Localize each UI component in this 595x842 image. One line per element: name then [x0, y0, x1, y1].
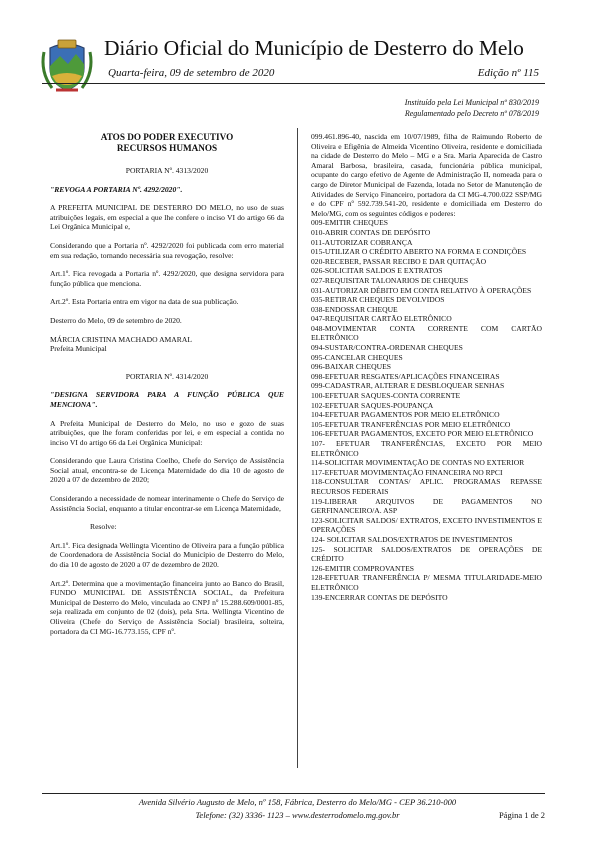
paragraph: Considerando a necessidade de nomear interinamente o Chefe do Serviço de Assistência Social, enquanto a titular encontrar-se em Licença Maternidade,: [50, 494, 284, 513]
permission-code-item: 009-EMITIR CHEQUES: [311, 218, 388, 228]
paragraph: Art.2º. Determina que a movimentação financeira junto ao Banco do Brasil, FUNDO MUNICIPAL DE ASSISTÊNCIA SOCIAL, da Prefeitura Municipal de Desterro do Melo, vinculada ao CNPJ nº 15.288.609/0001-85, seja realizada em conjunto de 02 (dois), pela Srta. Wellingta Vicentino de Oliveira (Chefe do Serviço de Assistência Social) brasileira, solteira, portadora da CI MG-16.773.155, CPF nº.: [50, 578, 284, 636]
permission-code-item: 102-EFETUAR SAQUES-POUPANÇA: [311, 400, 434, 410]
signature-role: Prefeita Municipal: [50, 344, 107, 354]
paragraph: A Prefeita Municipal de Desterro do Melo, no uso e gozo de suas atribuições, que lhe foram conferidas por lei, e em especial a contida no inciso VI do artigo 66 da Lei Orgânica Municipal:: [50, 418, 284, 447]
permission-code-item: 106-EFETUAR PAGAMENTOS, EXCETO POR MEIO ELETRÔNICO: [311, 429, 534, 439]
permission-code-item: 119-LIBERAR ARQUIVOS DE PAGAMENTOS NO GERFINANCEIRO/A. ASP: [311, 496, 542, 516]
permission-code-item: 026-SOLICITAR SALDOS E EXTRATOS: [311, 266, 443, 276]
permission-code-item: 105-EFETUAR TRANFERÊNCIAS POR MEIO ELETRÔNICO: [311, 419, 511, 429]
permission-code-item: 126-EMITIR COMPROVANTES: [311, 563, 415, 573]
signature-block: [50, 335, 284, 354]
page-number: Página 1 de 2: [498, 810, 545, 820]
newspaper-title: Diário Oficial do Município de Desterro do Melo: [104, 36, 524, 60]
portaria-subject: "DESIGNA SERVIDORA PARA A FUNÇÃO PÚBLICA QUE MENCIONA".: [50, 390, 284, 409]
permission-code-item: 104-EFETUAR PAGAMENTOS POR MEIO ELETRÔNICO: [311, 410, 500, 420]
permission-code-item: 098-EFETUAR RESGATES/APLICAÇÕES FINANCEIRAS: [311, 371, 500, 381]
permission-code-item: 096-BAIXAR CHEQUES: [311, 362, 391, 372]
coat-of-arms-logo: [38, 38, 96, 94]
permission-code-item: 100-EFETUAR SAQUES-CONTA CORRENTE: [311, 391, 461, 401]
paragraph: Art.2º. Esta Portaria entra em vigor na data de sua publicação.: [50, 297, 239, 307]
permission-code-item: 038-ENDOSSAR CHEQUE: [311, 304, 398, 314]
left-column: [50, 130, 284, 645]
permission-code-item: 125- SOLICITAR SALDOS/EXTRATOS DE OPERAÇÕES DE CRÉDITO: [311, 544, 542, 564]
permission-code-item: 118-CONSULTAR CONTAS/ APLIC. PROGRAMAS REPASSE RECURSOS FEDERAIS: [311, 477, 542, 496]
permission-code-item: 099-CADASTRAR, ALTERAR E DESBLOQUEAR SENHAS: [311, 381, 505, 391]
permission-code-item: 117-EFETUAR MOVIMENTAÇÃO FINANCEIRA NO RPCI: [311, 467, 503, 477]
signature-name: MÁRCIA CRISTINA MACHADO AMARAL: [50, 334, 192, 344]
permission-code-item: 094-SUSTAR/CONTRA-ORDENAR CHEQUES: [311, 343, 463, 353]
permission-code-item: 015-UTILIZAR O CRÉDITO ABERTO NA FORMA E CONDIÇÕES: [311, 247, 527, 257]
paragraph: A PREFEITA MUNICIPAL DE DESTERRO DO MELO, no uso de suas atribuições legais, em especial a que lhe confere o inciso VI do artigo 66 da Lei Orgânica Municipal e,: [50, 203, 284, 232]
permission-code-item: 139-ENCERRAR CONTAS DE DEPÓSITO: [311, 592, 448, 602]
issue-date: Quarta-feira, 09 de setembro de 2020: [108, 67, 275, 79]
portaria-title: PORTARIA Nº. 4313/2020: [125, 166, 209, 175]
permission-code-item: 010-ABRIR CONTAS DE DEPÓSITO: [311, 227, 431, 237]
footer-address: Avenida Silvério Augusto de Melo, nº 158, Fábrica, Desterro do Melo/MG - CEP 36.210-000: [138, 797, 457, 807]
permission-code-item: 107- EFETUAR TRANFERÊNCIAS, EXCETO POR MEIO ELETRÔNICO: [311, 439, 542, 458]
permission-code-item: 011-AUTORIZAR COBRANÇA: [311, 237, 413, 247]
regulated-text: Regulamentado pelo Decreto nº 078/2019: [404, 109, 539, 118]
paragraph: Considerando que Laura Cristina Coelho, Chefe do Serviço de Assistência Social atual, encontra-se de Licença Maternidade do dia 10 de agosto de 2020 a 07 de dezembro de 2020;: [50, 456, 284, 485]
column-divider: [297, 128, 298, 768]
permission-codes-list: [311, 218, 542, 602]
right-column: [311, 132, 542, 602]
permission-code-item: 128-EFETUAR TRANFERÊNCIA P/ MESMA TITULARIDADE-MEIO ELETRÔNICO: [311, 573, 542, 592]
section-subtitle-line: RECURSOS HUMANOS: [116, 143, 218, 153]
portaria-subject: "REVOGA A PORTARIA Nº. 4292/2020".: [50, 184, 183, 194]
footer-divider: [42, 793, 545, 794]
section-title: [50, 132, 284, 154]
permission-code-item: 114-SOLICITAR MOVIMENTAÇÃO DE CONTAS NO EXTERIOR: [311, 458, 525, 468]
resolve-label: Resolve:: [90, 522, 117, 532]
paragraph: 099.461.896-40, nascida em 10/07/1989, filha de Raimundo Roberto de Oliveira e Efigênia de Almeida Vicentino Oliveira, residente e domiciliada na cidade de Desterro do Melo – MG e a Sra. Maria Aparecida de Castro Amaral Barbosa, brasileira, casada, funcionária pública municipal, ocupante do cargo efetivo de Agente de Administração II, nomeada para o cargo de Diretor Municipal de Fazenda, lotada no Setor de Manutenção de Atividades de Serviço Financeiro, portadora da CI MG-4.700.022 SSP/MG e do CPF nº 592.739.541-20, residente e domiciliada em Desterro do Melo/MG, com os seguintes códigos e poderes:: [311, 132, 542, 218]
section-title-line: ATOS DO PODER EXECUTIVO: [100, 132, 234, 142]
permission-code-item: 047-REQUISITAR CARTÃO ELETRÔNICO: [311, 314, 452, 324]
paragraph: Art.1º. Fica revogada a Portaria nº. 4292/2020, que designa servidora para função pública que menciona.: [50, 269, 284, 288]
footer-contact: Telefone: (32) 3336- 1123 – www.desterrodomelo.mg.gov.br: [195, 810, 400, 820]
permission-code-item: 123-SOLICITAR SALDOS/ EXTRATOS, EXCETO INVESTIMENTOS E OPERAÇÕES: [311, 515, 542, 535]
permission-code-item: 095-CANCELAR CHEQUES: [311, 352, 403, 362]
permission-code-item: 031-AUTORIZAR DÉBITO EM CONTA RELATIVO À OPERAÇÕES: [311, 285, 532, 295]
edition-number: Edição nº 115: [477, 67, 539, 79]
paragraph: Considerando que a Portaria nº. 4292/2020 foi publicada com erro material em sua redação, tornando necessária sua revogação, resolve:: [50, 240, 284, 260]
permission-code-item: 048-MOVIMENTAR CONTA CORRENTE COM CARTÃO ELETRÔNICO: [311, 323, 542, 343]
permission-code-item: 027-REQUISITAR TALONARIOS DE CHEQUES: [311, 275, 469, 285]
permission-code-item: 020-RECEBER, PASSAR RECIBO E DAR QUITAÇÃO: [311, 256, 487, 266]
permission-code-item: 035-RETIRAR CHEQUES DEVOLVIDOS: [311, 295, 445, 305]
header-divider: [42, 83, 545, 84]
portaria-title: PORTARIA Nº. 4314/2020: [125, 371, 209, 381]
legal-basis: [405, 97, 539, 119]
instituted-text: Instituído pela Lei Municipal nº 830/2019: [404, 98, 539, 107]
paragraph: Desterro do Melo, 09 de setembro de 2020.: [50, 315, 182, 325]
permission-code-item: 124- SOLICITAR SALDOS/EXTRATOS DE INVESTIMENTOS: [311, 534, 513, 544]
paragraph: Art.1º. Fica designada Wellingta Vicentino de Oliveira para a função pública de Coordenadora de Assistência Social do Município de Desterro do Melo, do dia 10 de agosto de 2020 a 07 de dezembro de 2020.: [50, 540, 284, 570]
